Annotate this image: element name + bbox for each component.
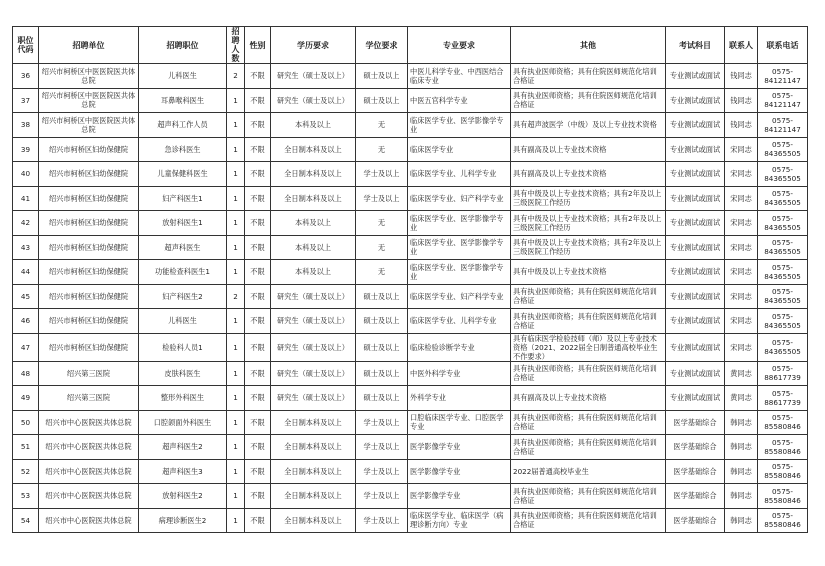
cell-col-education: 研究生（硕士及以上） <box>271 88 356 113</box>
cell-col-phone: 0575-84365505 <box>758 260 808 285</box>
table-row <box>13 186 808 211</box>
cell-col-code: 51 <box>13 435 39 460</box>
cell-col-position: 耳鼻喉科医生 <box>139 88 227 113</box>
cell-col-phone: 0575-84365505 <box>758 284 808 309</box>
cell-col-contact: 宋同志 <box>725 260 758 285</box>
cell-col-contact: 韩同志 <box>725 459 758 484</box>
cell-col-code: 52 <box>13 459 39 484</box>
cell-col-unit: 绍兴市中心医院医共体总院 <box>39 508 139 533</box>
cell-col-exam: 专业测试或面试 <box>666 137 725 162</box>
cell-col-unit: 绍兴市柯桥区中医医院医共体总院 <box>39 64 139 89</box>
cell-col-unit: 绍兴市柯桥区中医医院医共体总院 <box>39 113 139 138</box>
cell-col-exam: 专业测试或面试 <box>666 309 725 334</box>
cell-col-other: 具有执业医师资格；具有住院医师规范化培训合格证 <box>511 361 666 386</box>
table-row <box>13 459 808 484</box>
cell-col-unit: 绍兴市柯桥区妇幼保健院 <box>39 284 139 309</box>
cell-col-contact: 宋同志 <box>725 186 758 211</box>
cell-col-exam: 专业测试或面试 <box>666 235 725 260</box>
cell-col-exam: 专业测试或面试 <box>666 333 725 361</box>
cell-col-other: 具有中级及以上专业技术资格；具有2年及以上三级医院工作经历 <box>511 211 666 236</box>
cell-col-unit: 绍兴市柯桥区妇幼保健院 <box>39 137 139 162</box>
table-row <box>13 113 808 138</box>
cell-col-contact: 韩同志 <box>725 508 758 533</box>
cell-col-exam: 专业测试或面试 <box>666 113 725 138</box>
table-row <box>13 386 808 411</box>
cell-col-education: 本科及以上 <box>271 235 356 260</box>
cell-col-education: 全日制本科及以上 <box>271 410 356 435</box>
cell-col-exam: 医学基础综合 <box>666 459 725 484</box>
cell-col-phone: 0575-84365505 <box>758 186 808 211</box>
cell-col-count: 1 <box>227 211 245 236</box>
table-body <box>13 64 808 533</box>
cell-col-exam: 专业测试或面试 <box>666 88 725 113</box>
cell-col-degree: 学士及以上 <box>356 186 408 211</box>
cell-col-count: 1 <box>227 162 245 187</box>
cell-col-position: 超声科医生3 <box>139 459 227 484</box>
cell-col-major: 医学影像学专业 <box>408 484 511 509</box>
cell-col-unit: 绍兴市柯桥区妇幼保健院 <box>39 333 139 361</box>
cell-col-gender: 不限 <box>245 235 271 260</box>
cell-col-education: 全日制本科及以上 <box>271 435 356 460</box>
cell-col-exam: 专业测试或面试 <box>666 284 725 309</box>
cell-col-count: 1 <box>227 309 245 334</box>
cell-col-contact: 宋同志 <box>725 284 758 309</box>
cell-col-education: 研究生（硕士及以上） <box>271 333 356 361</box>
cell-col-degree: 硕士及以上 <box>356 88 408 113</box>
cell-col-unit: 绍兴第三医院 <box>39 386 139 411</box>
cell-col-count: 1 <box>227 361 245 386</box>
cell-col-count: 1 <box>227 333 245 361</box>
cell-col-degree: 无 <box>356 137 408 162</box>
cell-col-contact: 宋同志 <box>725 235 758 260</box>
cell-col-position: 放射科医生2 <box>139 484 227 509</box>
cell-col-degree: 学士及以上 <box>356 435 408 460</box>
cell-col-position: 妇产科医生2 <box>139 284 227 309</box>
cell-col-education: 研究生（硕士及以上） <box>271 284 356 309</box>
cell-col-other: 具有中级及以上专业技术资格；具有2年及以上三级医院工作经历 <box>511 235 666 260</box>
cell-col-degree: 无 <box>356 235 408 260</box>
cell-col-code: 45 <box>13 284 39 309</box>
cell-col-position: 超声科工作人员 <box>139 113 227 138</box>
cell-col-position: 检验科人员1 <box>139 333 227 361</box>
cell-col-major: 临床医学专业、临床医学（病理诊断方向）专业 <box>408 508 511 533</box>
cell-col-education: 全日制本科及以上 <box>271 137 356 162</box>
cell-col-other: 具有执业医师资格；具有住院医师规范化培训合格证 <box>511 309 666 334</box>
cell-col-phone: 0575-85580846 <box>758 484 808 509</box>
cell-col-code: 48 <box>13 361 39 386</box>
header-col-gender: 性别 <box>245 27 271 64</box>
cell-col-count: 1 <box>227 88 245 113</box>
table-row <box>13 284 808 309</box>
cell-col-code: 46 <box>13 309 39 334</box>
cell-col-exam: 专业测试或面试 <box>666 211 725 236</box>
cell-col-unit: 绍兴市柯桥区妇幼保健院 <box>39 186 139 211</box>
cell-col-unit: 绍兴市中心医院医共体总院 <box>39 435 139 460</box>
cell-col-count: 2 <box>227 64 245 89</box>
cell-col-count: 1 <box>227 459 245 484</box>
cell-col-education: 研究生（硕士及以上） <box>271 386 356 411</box>
cell-col-exam: 专业测试或面试 <box>666 64 725 89</box>
cell-col-contact: 宋同志 <box>725 333 758 361</box>
header-col-code: 职位代码 <box>13 27 39 64</box>
cell-col-gender: 不限 <box>245 309 271 334</box>
cell-col-position: 超声科医生2 <box>139 435 227 460</box>
cell-col-degree: 学士及以上 <box>356 484 408 509</box>
cell-col-gender: 不限 <box>245 137 271 162</box>
cell-col-degree: 学士及以上 <box>356 162 408 187</box>
cell-col-code: 50 <box>13 410 39 435</box>
cell-col-count: 1 <box>227 484 245 509</box>
cell-col-contact: 韩同志 <box>725 435 758 460</box>
cell-col-contact: 钱同志 <box>725 64 758 89</box>
cell-col-major: 临床检验诊断学专业 <box>408 333 511 361</box>
cell-col-gender: 不限 <box>245 162 271 187</box>
table-row <box>13 64 808 89</box>
cell-col-education: 全日制本科及以上 <box>271 484 356 509</box>
cell-col-code: 43 <box>13 235 39 260</box>
cell-col-major: 临床医学专业、儿科学专业 <box>408 309 511 334</box>
cell-col-major: 临床医学专业、医学影像学专业 <box>408 113 511 138</box>
cell-col-major: 临床医学专业、妇产科学专业 <box>408 284 511 309</box>
cell-col-position: 儿科医生 <box>139 309 227 334</box>
cell-col-education: 全日制本科及以上 <box>271 186 356 211</box>
cell-col-exam: 专业测试或面试 <box>666 361 725 386</box>
cell-col-other: 具有副高及以上专业技术资格 <box>511 162 666 187</box>
header-col-contact: 联系人 <box>725 27 758 64</box>
cell-col-major: 医学影像学专业 <box>408 435 511 460</box>
cell-col-gender: 不限 <box>245 333 271 361</box>
cell-col-contact: 宋同志 <box>725 162 758 187</box>
cell-col-other: 具有执业医师资格；具有住院医师规范化培训合格证 <box>511 64 666 89</box>
cell-col-unit: 绍兴市中心医院医共体总院 <box>39 484 139 509</box>
cell-col-other: 具有超声波医学（中级）及以上专业技术资格 <box>511 113 666 138</box>
cell-col-gender: 不限 <box>245 410 271 435</box>
cell-col-degree: 无 <box>356 211 408 236</box>
cell-col-phone: 0575-84121147 <box>758 64 808 89</box>
cell-col-code: 53 <box>13 484 39 509</box>
cell-col-phone: 0575-88617739 <box>758 386 808 411</box>
cell-col-degree: 无 <box>356 260 408 285</box>
table-row <box>13 508 808 533</box>
header-col-major: 专业要求 <box>408 27 511 64</box>
cell-col-major: 口腔临床医学专业、口腔医学专业 <box>408 410 511 435</box>
cell-col-position: 儿科医生 <box>139 64 227 89</box>
cell-col-phone: 0575-88617739 <box>758 361 808 386</box>
table-row <box>13 333 808 361</box>
cell-col-education: 全日制本科及以上 <box>271 459 356 484</box>
cell-col-gender: 不限 <box>245 508 271 533</box>
cell-col-phone: 0575-85580846 <box>758 410 808 435</box>
cell-col-unit: 绍兴第三医院 <box>39 361 139 386</box>
cell-col-other: 具有执业医师资格；具有住院医师规范化培训合格证 <box>511 435 666 460</box>
cell-col-major: 中医儿科学专业、中西医结合临床专业 <box>408 64 511 89</box>
cell-col-code: 39 <box>13 137 39 162</box>
header-col-other: 其他 <box>511 27 666 64</box>
cell-col-unit: 绍兴市柯桥区妇幼保健院 <box>39 211 139 236</box>
cell-col-major: 中医五官科学专业 <box>408 88 511 113</box>
table-row <box>13 88 808 113</box>
cell-col-gender: 不限 <box>245 435 271 460</box>
table-row <box>13 260 808 285</box>
cell-col-major: 外科学专业 <box>408 386 511 411</box>
cell-col-code: 44 <box>13 260 39 285</box>
header-col-exam: 考试科目 <box>666 27 725 64</box>
cell-col-exam: 专业测试或面试 <box>666 260 725 285</box>
cell-col-gender: 不限 <box>245 361 271 386</box>
table-row <box>13 410 808 435</box>
cell-col-other: 具有执业医师资格；具有住院医师规范化培训合格证 <box>511 484 666 509</box>
cell-col-gender: 不限 <box>245 284 271 309</box>
cell-col-count: 1 <box>227 386 245 411</box>
cell-col-contact: 钱同志 <box>725 113 758 138</box>
header-col-degree: 学位要求 <box>356 27 408 64</box>
header-col-unit: 招聘单位 <box>39 27 139 64</box>
table-row <box>13 484 808 509</box>
cell-col-degree: 学士及以上 <box>356 508 408 533</box>
cell-col-other: 具有执业医师资格；具有住院医师规范化培训合格证 <box>511 508 666 533</box>
cell-col-gender: 不限 <box>245 113 271 138</box>
cell-col-gender: 不限 <box>245 386 271 411</box>
cell-col-gender: 不限 <box>245 260 271 285</box>
cell-col-code: 41 <box>13 186 39 211</box>
cell-col-exam: 医学基础综合 <box>666 410 725 435</box>
table-row <box>13 162 808 187</box>
cell-col-contact: 钱同志 <box>725 88 758 113</box>
cell-col-code: 49 <box>13 386 39 411</box>
recruitment-table-container <box>12 26 808 533</box>
header-col-position: 招聘职位 <box>139 27 227 64</box>
header-col-count: 招聘人数 <box>227 27 245 64</box>
cell-col-other: 具有中级及以上专业技术资格 <box>511 260 666 285</box>
cell-col-count: 1 <box>227 186 245 211</box>
cell-col-gender: 不限 <box>245 186 271 211</box>
cell-col-unit: 绍兴市柯桥区妇幼保健院 <box>39 162 139 187</box>
cell-col-position: 妇产科医生1 <box>139 186 227 211</box>
table-row <box>13 137 808 162</box>
cell-col-exam: 专业测试或面试 <box>666 186 725 211</box>
cell-col-gender: 不限 <box>245 459 271 484</box>
table-row <box>13 235 808 260</box>
cell-col-code: 42 <box>13 211 39 236</box>
cell-col-other: 具有临床医学检验技师（师）及以上专业技术资格（2021、2022届全日制普通高校毕业生不作要求） <box>511 333 666 361</box>
cell-col-count: 1 <box>227 235 245 260</box>
cell-col-unit: 绍兴市柯桥区妇幼保健院 <box>39 235 139 260</box>
cell-col-degree: 无 <box>356 113 408 138</box>
cell-col-code: 37 <box>13 88 39 113</box>
cell-col-position: 病理诊断医生2 <box>139 508 227 533</box>
cell-col-major: 临床医学专业、医学影像学专业 <box>408 211 511 236</box>
table-row <box>13 309 808 334</box>
cell-col-education: 本科及以上 <box>271 260 356 285</box>
cell-col-exam: 医学基础综合 <box>666 435 725 460</box>
cell-col-phone: 0575-84365505 <box>758 333 808 361</box>
cell-col-contact: 韩同志 <box>725 410 758 435</box>
cell-col-major: 临床医学专业、儿科学专业 <box>408 162 511 187</box>
cell-col-degree: 硕士及以上 <box>356 64 408 89</box>
cell-col-count: 1 <box>227 410 245 435</box>
table-row <box>13 211 808 236</box>
cell-col-degree: 硕士及以上 <box>356 284 408 309</box>
cell-col-unit: 绍兴市中心医院医共体总院 <box>39 459 139 484</box>
cell-col-phone: 0575-84365505 <box>758 137 808 162</box>
cell-col-education: 全日制本科及以上 <box>271 508 356 533</box>
cell-col-count: 2 <box>227 284 245 309</box>
cell-col-major: 临床医学专业、妇产科学专业 <box>408 186 511 211</box>
cell-col-position: 皮肤科医生 <box>139 361 227 386</box>
cell-col-position: 儿童保健科医生 <box>139 162 227 187</box>
cell-col-code: 40 <box>13 162 39 187</box>
cell-col-exam: 医学基础综合 <box>666 508 725 533</box>
table-header-row <box>13 27 808 64</box>
cell-col-phone: 0575-85580846 <box>758 459 808 484</box>
cell-col-other: 2022届普通高校毕业生 <box>511 459 666 484</box>
cell-col-contact: 韩同志 <box>725 484 758 509</box>
cell-col-gender: 不限 <box>245 88 271 113</box>
cell-col-unit: 绍兴市柯桥区中医医院医共体总院 <box>39 88 139 113</box>
cell-col-phone: 0575-84365505 <box>758 235 808 260</box>
cell-col-contact: 黄同志 <box>725 386 758 411</box>
cell-col-degree: 硕士及以上 <box>356 361 408 386</box>
cell-col-degree: 硕士及以上 <box>356 309 408 334</box>
cell-col-education: 研究生（硕士及以上） <box>271 309 356 334</box>
cell-col-contact: 宋同志 <box>725 137 758 162</box>
cell-col-degree: 学士及以上 <box>356 459 408 484</box>
cell-col-major: 医学影像学专业 <box>408 459 511 484</box>
table-row <box>13 361 808 386</box>
cell-col-code: 36 <box>13 64 39 89</box>
cell-col-other: 具有执业医师资格；具有住院医师规范化培训合格证 <box>511 410 666 435</box>
cell-col-major: 临床医学专业、医学影像学专业 <box>408 235 511 260</box>
cell-col-phone: 0575-85580846 <box>758 435 808 460</box>
cell-col-position: 口腔颌面外科医生 <box>139 410 227 435</box>
cell-col-degree: 硕士及以上 <box>356 333 408 361</box>
cell-col-exam: 专业测试或面试 <box>666 162 725 187</box>
cell-col-contact: 宋同志 <box>725 309 758 334</box>
cell-col-other: 具有执业医师资格；具有住院医师规范化培训合格证 <box>511 284 666 309</box>
cell-col-unit: 绍兴市柯桥区妇幼保健院 <box>39 309 139 334</box>
cell-col-position: 放射科医生1 <box>139 211 227 236</box>
cell-col-other: 具有中级及以上专业技术资格；具有2年及以上三级医院工作经历 <box>511 186 666 211</box>
cell-col-exam: 专业测试或面试 <box>666 386 725 411</box>
cell-col-major: 中医外科学专业 <box>408 361 511 386</box>
cell-col-gender: 不限 <box>245 64 271 89</box>
cell-col-contact: 黄同志 <box>725 361 758 386</box>
cell-col-degree: 硕士及以上 <box>356 386 408 411</box>
cell-col-position: 整形外科医生 <box>139 386 227 411</box>
cell-col-education: 本科及以上 <box>271 113 356 138</box>
cell-col-count: 1 <box>227 435 245 460</box>
cell-col-unit: 绍兴市中心医院医共体总院 <box>39 410 139 435</box>
cell-col-count: 1 <box>227 508 245 533</box>
cell-col-other: 具有执业医师资格；具有住院医师规范化培训合格证 <box>511 88 666 113</box>
header-col-phone: 联系电话 <box>758 27 808 64</box>
cell-col-unit: 绍兴市柯桥区妇幼保健院 <box>39 260 139 285</box>
cell-col-gender: 不限 <box>245 211 271 236</box>
header-col-education: 学历要求 <box>271 27 356 64</box>
cell-col-other: 具有副高及以上专业技术资格 <box>511 386 666 411</box>
cell-col-major: 临床医学专业 <box>408 137 511 162</box>
cell-col-education: 全日制本科及以上 <box>271 162 356 187</box>
cell-col-position: 急诊科医生 <box>139 137 227 162</box>
cell-col-education: 本科及以上 <box>271 211 356 236</box>
cell-col-code: 38 <box>13 113 39 138</box>
cell-col-count: 1 <box>227 113 245 138</box>
cell-col-exam: 医学基础综合 <box>666 484 725 509</box>
cell-col-education: 研究生（硕士及以上） <box>271 361 356 386</box>
cell-col-major: 临床医学专业、医学影像学专业 <box>408 260 511 285</box>
table-row <box>13 435 808 460</box>
cell-col-education: 研究生（硕士及以上） <box>271 64 356 89</box>
cell-col-gender: 不限 <box>245 484 271 509</box>
cell-col-other: 具有副高及以上专业技术资格 <box>511 137 666 162</box>
cell-col-code: 54 <box>13 508 39 533</box>
cell-col-count: 1 <box>227 137 245 162</box>
cell-col-degree: 学士及以上 <box>356 410 408 435</box>
cell-col-phone: 0575-84121147 <box>758 113 808 138</box>
cell-col-count: 1 <box>227 260 245 285</box>
cell-col-code: 47 <box>13 333 39 361</box>
cell-col-position: 功能检查科医生1 <box>139 260 227 285</box>
cell-col-position: 超声科医生 <box>139 235 227 260</box>
cell-col-phone: 0575-84121147 <box>758 88 808 113</box>
cell-col-contact: 宋同志 <box>725 211 758 236</box>
cell-col-phone: 0575-85580846 <box>758 508 808 533</box>
cell-col-phone: 0575-84365505 <box>758 309 808 334</box>
cell-col-phone: 0575-84365505 <box>758 211 808 236</box>
recruitment-table <box>12 26 808 533</box>
cell-col-phone: 0575-84365505 <box>758 162 808 187</box>
